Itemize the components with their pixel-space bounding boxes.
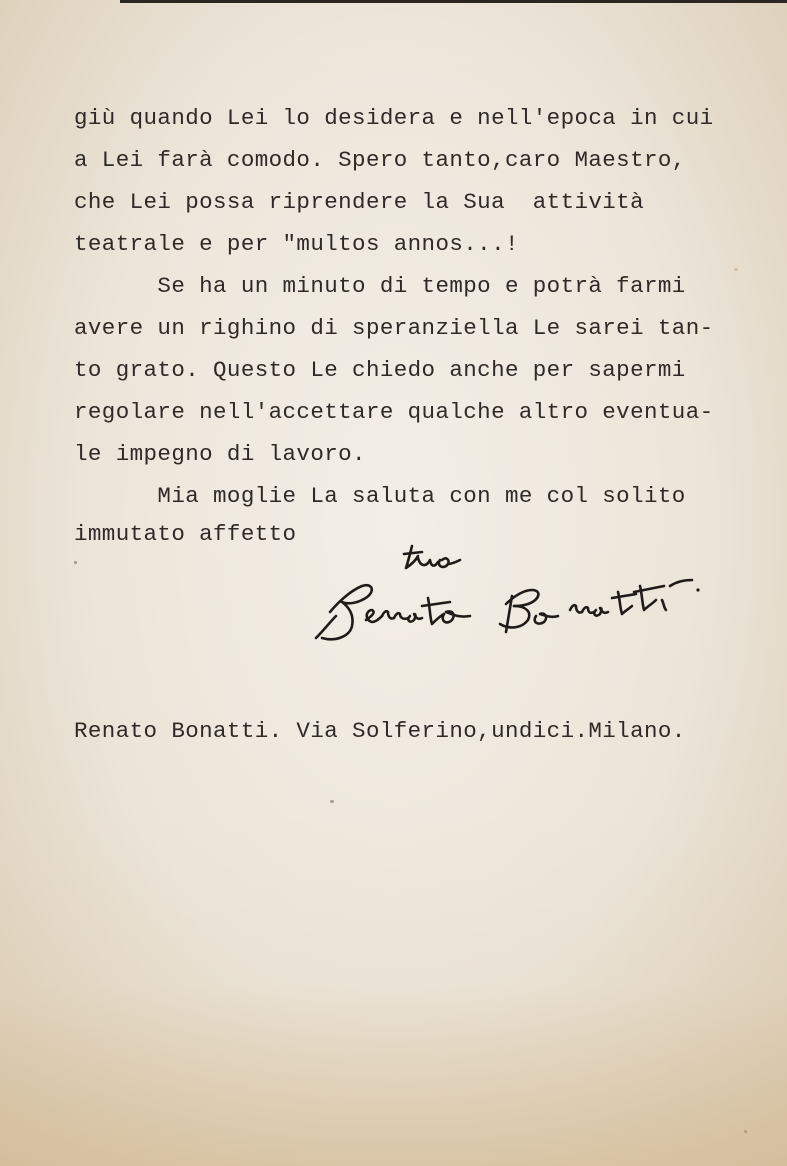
closing-line: immutato affetto: [74, 521, 297, 547]
paper-speck: [744, 1130, 747, 1133]
letter-line: Se ha un minuto di tempo e potrà farmi: [74, 273, 686, 299]
letter-line: to grato. Questo Le chiedo anche per sapermi: [74, 357, 686, 383]
sender-address-line: Renato Bonatti. Via Solferino,undici.Milano.: [74, 718, 686, 744]
letter-line: teatrale e per "multos annos...!: [74, 231, 519, 257]
handwritten-signature: [300, 520, 740, 670]
letter-line: regolare nell'accettare qualche altro eventua-: [74, 399, 714, 425]
letter-line: le impegno di lavoro.: [74, 441, 366, 467]
letter-line: a Lei farà comodo. Spero tanto,caro Maestro,: [74, 147, 686, 173]
paper-speck: [74, 561, 77, 564]
letter-line: che Lei possa riprendere la Sua attività: [74, 189, 644, 215]
paper-speck: [330, 800, 334, 803]
letter-body: [74, 97, 774, 517]
letter-line: giù quando Lei lo desidera e nell'epoca in cui: [74, 105, 714, 131]
paper-speck: [734, 268, 738, 271]
letter-line: Mia moglie La saluta con me col solito: [74, 483, 686, 509]
page-top-edge: [120, 0, 787, 3]
letter-line: avere un righino di speranziella Le sarei tan-: [74, 315, 714, 341]
